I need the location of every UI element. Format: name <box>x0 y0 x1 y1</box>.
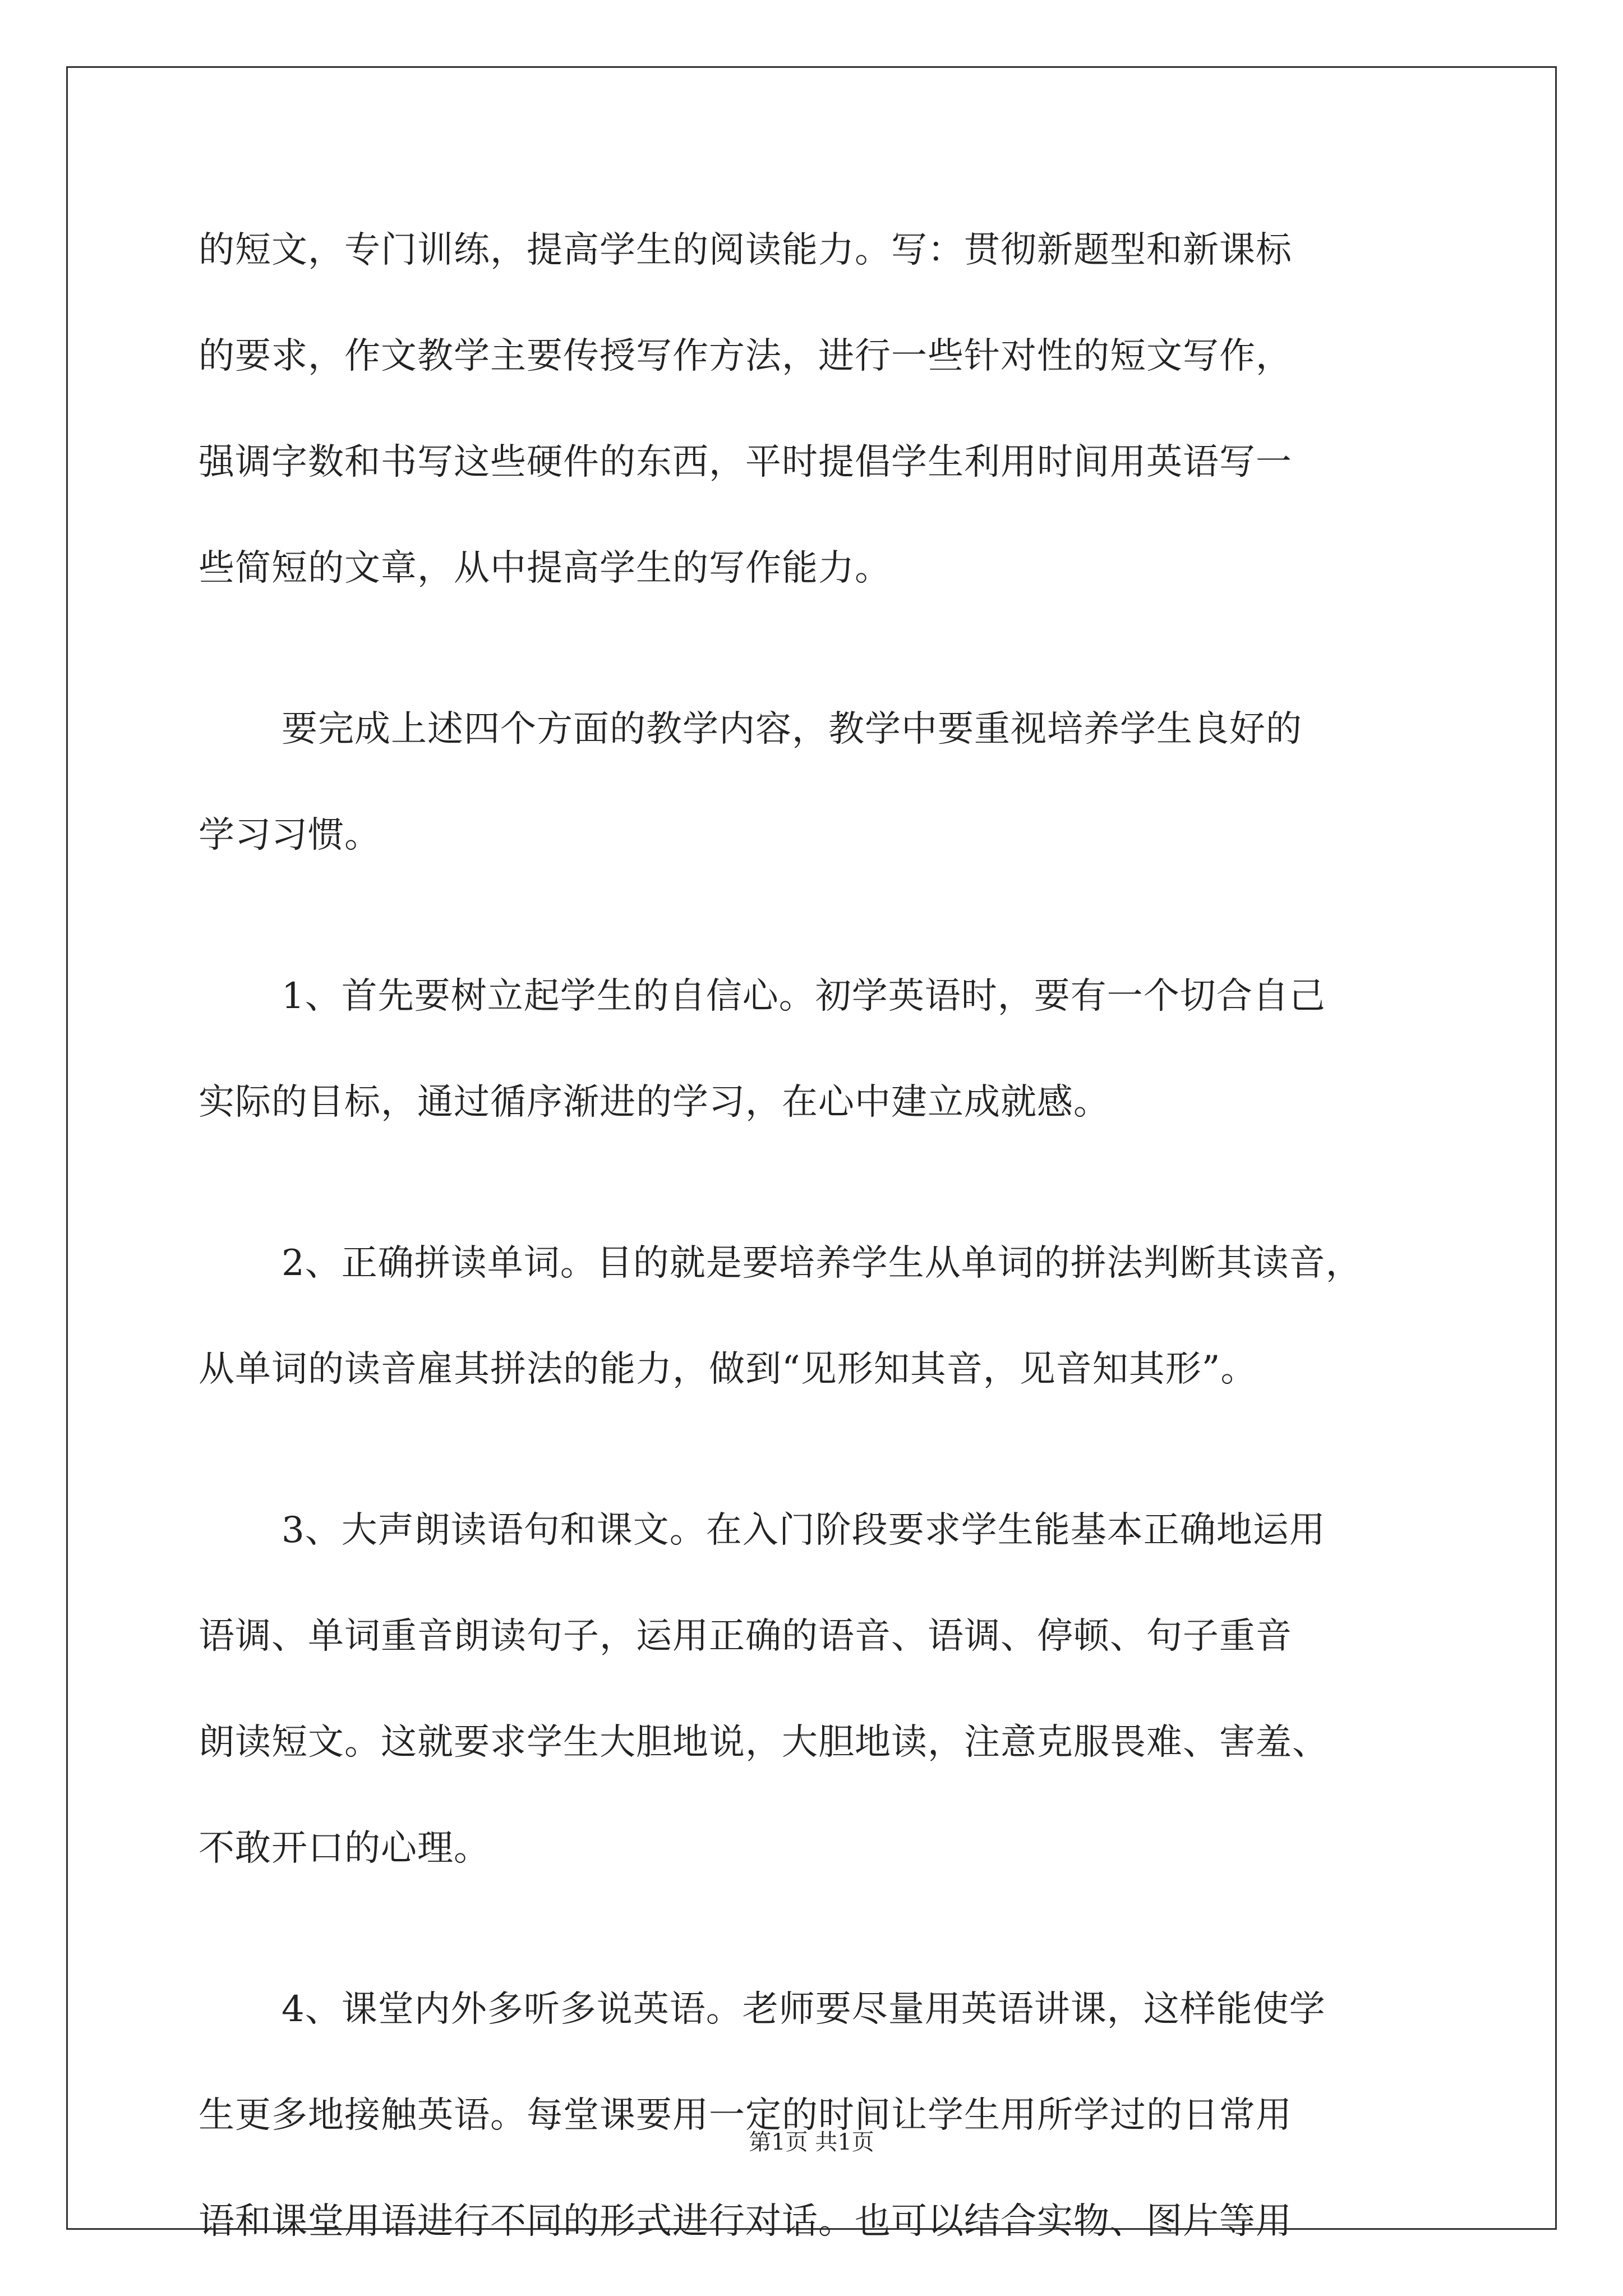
text-line: 学习习惯。 <box>199 815 381 856</box>
text-line: 强调字数和书写这些硬件的东西，平时提倡学生利用时间用英语写一 <box>199 441 1292 483</box>
text-line: 生更多地接触英语。每堂课要用一定的时间让学生用所学过的日常用 <box>199 2095 1292 2136</box>
paragraph <box>199 197 1449 622</box>
text-line: 朗读短文。这就要求学生大胆地说，大胆地读，注意克服畏难、害羞、 <box>199 1722 1329 1763</box>
text-line: 要完成上述四个方面的教学内容，教学中要重视培养学生良好的 <box>282 708 1302 750</box>
text-line: 实际的目标，通过循序渐进的学习，在心中建立成就感。 <box>199 1082 1110 1123</box>
text-line: 的要求，作文教学主要传授写作方法，进行一些针对性的短文写作， <box>199 335 1292 377</box>
paragraph-gap <box>199 1156 1449 1211</box>
paragraph-gap <box>199 622 1449 677</box>
text-line: 3、大声朗读语句和课文。在入门阶段要求学生能基本正确地运用 <box>282 1510 1326 1551</box>
paragraph-gap <box>199 1423 1449 1478</box>
paragraph <box>199 677 1449 889</box>
paragraph <box>199 1211 1449 1423</box>
paragraph-gap <box>199 889 1449 944</box>
text-line: 1、首先要树立起学生的自信心。初学英语时，要有一个切合自己 <box>282 976 1326 1017</box>
text-line: 语调、单词重音朗读句子，运用正确的语音、语调、停顿、句子重音 <box>199 1616 1292 1657</box>
paragraph <box>199 1478 1449 1902</box>
text-line: 的短文，专门训练，提高学生的阅读能力。写：贯彻新题型和新课标 <box>199 229 1292 271</box>
text-line: 从单词的读音雇其拼法的能力，做到“见形知其音，见音知其形”。 <box>199 1349 1257 1390</box>
text-line: 2、正确拼读单词。目的就是要培养学生从单词的拼法判断其读音， <box>282 1243 1362 1284</box>
text-line: 语和课堂用语进行不同的形式进行对话。也可以结合实物、图片等用 <box>199 2201 1292 2242</box>
text-line: 不敢开口的心理。 <box>199 1828 490 1869</box>
page-number-footer: 第1页 共1页 <box>749 2129 874 2155</box>
text-line: 些简短的文章，从中提高学生的写作能力。 <box>199 547 891 589</box>
paragraph <box>199 944 1449 1156</box>
paragraph-gap <box>199 1902 1449 1957</box>
paragraph <box>199 1957 1449 2275</box>
text-line: 4、课堂内外多听多说英语。老师要尽量用英语讲课，这样能使学 <box>282 1989 1326 2030</box>
document-body <box>199 197 1449 2275</box>
